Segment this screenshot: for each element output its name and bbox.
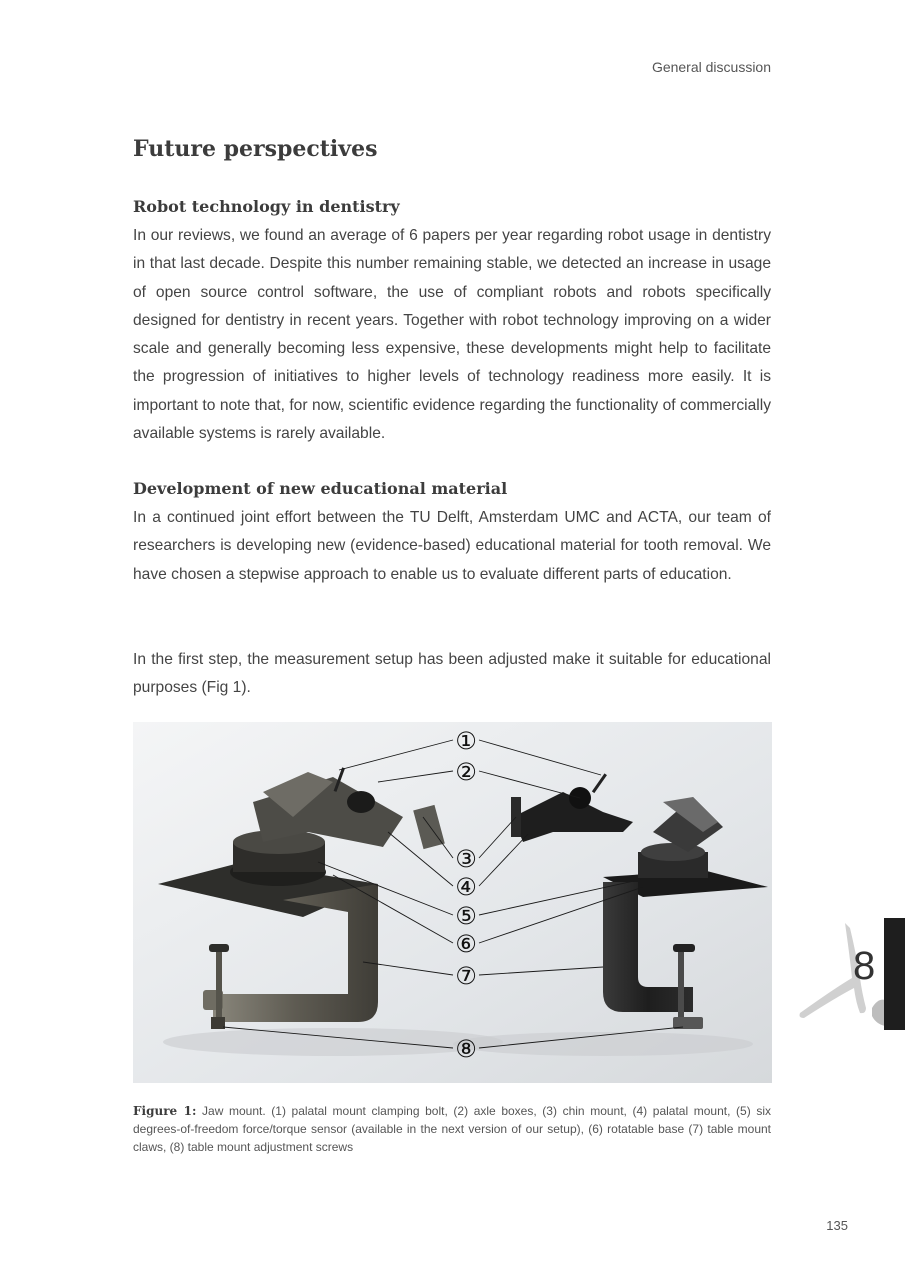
paragraph-first-step: In the first step, the measurement setup has been adjusted make it suitable for educational purposes (Fig 1).	[133, 651, 771, 697]
callout-8: ⑧	[455, 1035, 477, 1063]
callout-5: ⑤	[455, 902, 477, 930]
callout-4: ④	[455, 873, 477, 901]
callout-6: ⑥	[455, 930, 477, 958]
jaw-mount-figure	[133, 722, 772, 1083]
figure-caption	[133, 1102, 771, 1156]
paragraph-robot-technology: In our reviews, we found an average of 6 papers per year regarding robot usage in dentistry in that last decade. Despite this number remaining stable, we detected an increase in usage of open source control software, the use of compliant robots and robots specifically designed for dentistry in recent years. Together with robot technology improving on a wider scale and generally becoming less expensive, these developments might help to facilitate the progression of initiatives to higher levels of technology readiness more easily. It is important to note that, for now, scientific evidence regarding the functionality of commercially available systems is rarely available.	[133, 227, 771, 443]
subsection-heading-educational-material: Development of new educational material	[133, 479, 508, 498]
chapter-tab	[884, 918, 905, 1030]
subsection-heading-robot-technology: Robot technology in dentistry	[133, 197, 400, 216]
chapter-number: 8	[853, 944, 876, 988]
callout-2: ②	[455, 758, 477, 786]
callout-3: ③	[455, 845, 477, 873]
running-head: General discussion	[651, 59, 771, 75]
figure-caption-label: Figure 1:	[133, 1104, 197, 1118]
figure-caption-text: Jaw mount. (1) palatal mount clamping bolt, (2) axle boxes, (3) chin mount, (4) palatal mount, (5) six degrees-of-freedom force/torque sensor (available in the next version of our setup), (6) rotatable base (7) table mount claws, (8) table mount adjustment screws	[133, 1104, 772, 1154]
paragraph-educational-material: In a continued joint effort between the TU Delft, Amsterdam UMC and ACTA, our team of researchers is developing new (evidence-based) educational material for tooth removal. We have chosen a stepwise approach to enable us to evaluate different parts of education.	[133, 509, 771, 583]
section-title: Future perspectives	[133, 136, 378, 162]
callout-7: ⑦	[455, 962, 477, 990]
page-number: 135	[826, 1218, 848, 1233]
jaw-mount-render	[133, 722, 772, 1083]
callout-1: ①	[455, 727, 477, 755]
